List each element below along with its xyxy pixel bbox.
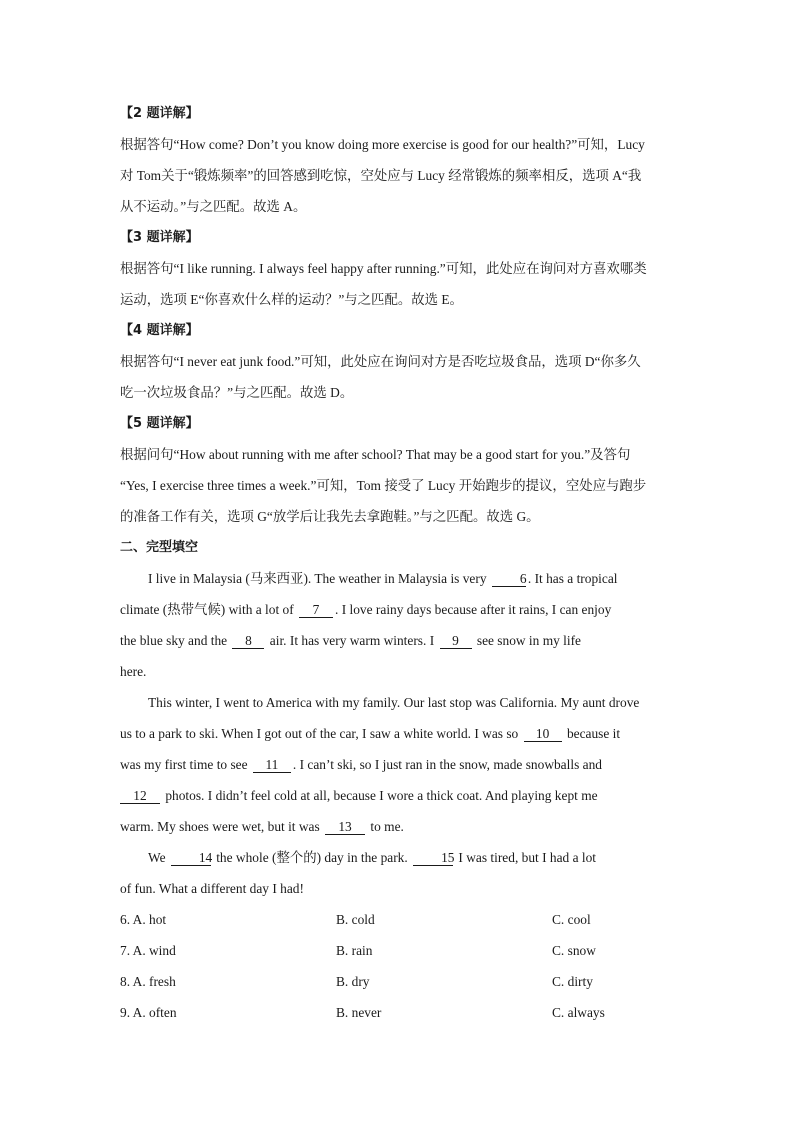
passage-line	[120, 811, 672, 842]
passage-line	[120, 749, 672, 780]
explain3-line2: 运动，选项 E“你喜欢什么样的运动？”与之匹配。故选 E。	[120, 292, 463, 307]
explain2-line1: 根据答句“How come? Don’t you know doing more exercise is good for our health?”可知，Lucy	[120, 137, 645, 152]
explain5-line1: 根据问句“How about running with me after school? That may be a good start for you.”及答句	[120, 447, 631, 462]
explain5-header: 【5 题详解】	[120, 416, 199, 431]
passage-text: . I can’t ski, so I just ran in the snow, made snowballs and	[292, 757, 602, 772]
explain5-line2: “Yes, I exercise three times a week.”可知，Tom 接受了 Lucy 开始跑步的提议，空处应与跑步	[120, 478, 647, 493]
explain3-line1: 根据答句“I like running. I always feel happy after running.”可知，此处应在询问对方喜欢哪类	[120, 261, 647, 276]
explain4-line2: 吃一次垃圾食品？”与之匹配。故选 D。	[120, 385, 354, 400]
option-c: C. snow	[552, 943, 596, 958]
passage-text: see snow in my life	[473, 633, 581, 648]
passage-line	[120, 625, 672, 656]
option-row	[120, 935, 672, 966]
explain3-header: 【3 题详解】	[120, 230, 199, 245]
option-row	[120, 966, 672, 997]
passage-text: because it	[563, 726, 621, 741]
passage-text: to me.	[367, 819, 404, 834]
option-b: B. rain	[336, 943, 373, 958]
blank-11: 11	[253, 757, 291, 773]
blank-9: 9	[440, 633, 472, 649]
option-b: B. cold	[336, 912, 375, 927]
option-a: 7. A. wind	[120, 943, 176, 958]
passage-line: here.	[120, 664, 147, 679]
blank-6: 6	[492, 571, 526, 587]
passage-text: air. It has very warm winters. I	[266, 633, 438, 648]
option-c: C. cool	[552, 912, 591, 927]
passage-line	[120, 780, 672, 811]
blank-8: 8	[232, 633, 264, 649]
passage-line: of fun. What a different day I had!	[120, 881, 304, 896]
passage-line	[120, 594, 672, 625]
option-b: B. never	[336, 1005, 382, 1020]
passage-text: was my first time to see	[120, 757, 251, 772]
option-c: C. dirty	[552, 974, 593, 989]
explain5-line3: 的准备工作有关，选项 G“放学后让我先去拿跑鞋。”与之匹配。故选 G。	[120, 509, 540, 524]
blank-13: 13	[325, 819, 365, 835]
document-page	[120, 98, 672, 1028]
passage-text: photos. I didn’t feel cold at all, because I wore a thick coat. And playing kept me	[162, 788, 598, 803]
explain4-header: 【4 题详解】	[120, 323, 199, 338]
option-a: 8. A. fresh	[120, 974, 176, 989]
option-row	[120, 997, 672, 1028]
blank-7: 7	[299, 602, 333, 618]
passage-text: us to a park to ski. When I got out of the car, I saw a white world. I was so	[120, 726, 522, 741]
option-row	[120, 904, 672, 935]
passage-text: We	[148, 850, 169, 865]
passage-line: This winter, I went to America with my family. Our last stop was California. My aunt drove	[148, 695, 640, 710]
passage-text: . I love rainy days because after it rains, I can enjoy	[335, 602, 612, 617]
blank-14: 14	[171, 850, 211, 866]
passage-line	[120, 563, 672, 594]
passage-text: climate (热带气候) with a lot of	[120, 602, 298, 617]
option-c: C. always	[552, 1005, 605, 1020]
passage-line	[120, 842, 672, 873]
passage-text: the whole (整个的) day in the park.	[212, 850, 412, 865]
blank-15: 15	[413, 850, 453, 866]
explain4-line1: 根据答句“I never eat junk food.”可知，此处应在询问对方是否吃垃圾食品，选项 D“你多久	[120, 354, 641, 369]
passage-line	[120, 718, 672, 749]
blank-12: 12	[120, 788, 160, 804]
passage-text: . It has a tropical	[527, 571, 618, 586]
blank-10: 10	[524, 726, 562, 742]
option-b: B. dry	[336, 974, 370, 989]
explain2-header: 【2 题详解】	[120, 106, 199, 121]
passage-text: I live in Malaysia (马来西亚). The weather in Malaysia is very	[148, 571, 490, 586]
passage-text: I was tired, but I had a lot	[455, 850, 597, 865]
explain2-line2: 对 Tom关于“锻炼频率”的回答感到吃惊，空处应与 Lucy 经常锻炼的频率相反，选项 A“我	[120, 168, 642, 183]
option-a: 9. A. often	[120, 1005, 177, 1020]
passage-text: the blue sky and the	[120, 633, 231, 648]
section-title: 二、完型填空	[120, 540, 199, 555]
option-a: 6. A. hot	[120, 912, 167, 927]
explain2-line3: 从不运动。”与之匹配。故选 A。	[120, 199, 307, 214]
passage-text: warm. My shoes were wet, but it was	[120, 819, 324, 834]
